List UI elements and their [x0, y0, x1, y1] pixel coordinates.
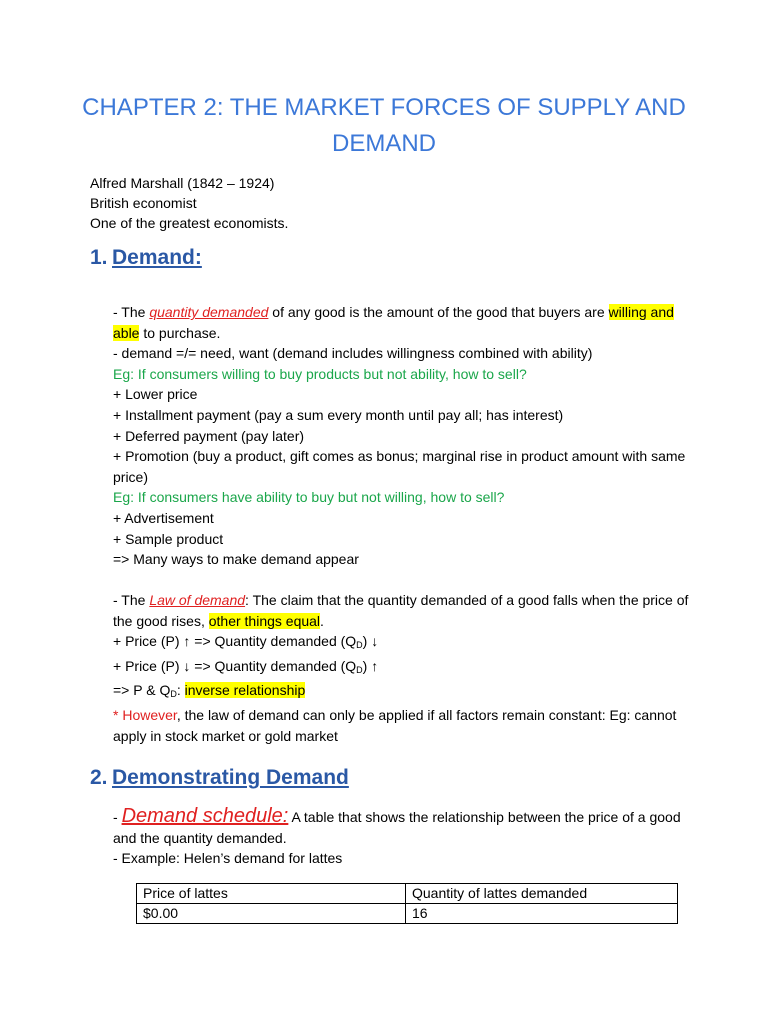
section-number: 2. — [90, 766, 108, 789]
text-run: + Price (P) ↓ => Quantity demanded (Q — [113, 657, 357, 674]
example-question: Eg: If consumers have ability to buy but not willing, how to sell? — [113, 489, 505, 506]
list-line: - demand =/= need, want (demand includes willingness combined with ability) — [113, 345, 593, 362]
term-quantity-demanded: quantity demanded — [149, 304, 269, 320]
list-line — [113, 680, 693, 705]
table-cell: $0.00 — [137, 904, 406, 924]
list-line: + Installment payment (pay a sum every month until pay all; has interest) — [113, 406, 564, 423]
text-run: ) ↓ — [362, 633, 379, 650]
demand-body — [113, 302, 693, 570]
section-heading-demand — [90, 245, 202, 271]
subscript: D — [170, 689, 177, 700]
text-run: => P & Q — [113, 682, 171, 699]
text-run: to purchase. — [139, 324, 221, 341]
demand-schedule-body — [113, 806, 693, 869]
intro-line: Alfred Marshall (1842 – 1924) — [90, 175, 275, 191]
text-run: : — [176, 682, 185, 699]
text-run: - — [113, 809, 122, 825]
intro-line: British economist — [90, 195, 197, 211]
highlight-other-things-equal: other things equal — [208, 612, 321, 629]
list-line: + Deferred payment (pay later) — [113, 427, 305, 444]
chapter-title: CHAPTER 2: THE MARKET FORCES OF SUPPLY AND DEMAND — [82, 94, 686, 157]
highlight-willing-able: willing and able — [113, 304, 674, 341]
term-law-of-demand: Law of demand — [149, 592, 246, 608]
subscript: D — [356, 664, 363, 675]
subscript: D — [356, 640, 363, 651]
list-line: + Advertisement — [113, 509, 214, 526]
section-title: Demonstrating Demand — [112, 766, 349, 789]
section-heading-demonstrating-demand — [90, 765, 349, 791]
text-run: . — [320, 612, 324, 629]
intro-block — [90, 173, 288, 233]
text-run: A table that shows the relationship between the price of a good and the quantity demanded. — [113, 809, 681, 846]
table-row — [137, 904, 678, 924]
schedule-paragraph — [113, 806, 693, 848]
however-label: * However — [113, 706, 177, 723]
list-line — [113, 656, 693, 681]
list-line: + Sample product — [113, 530, 224, 547]
list-line: => Many ways to make demand appear — [113, 551, 359, 568]
however-paragraph — [113, 705, 693, 746]
table-header-cell: Quantity of lattes demanded — [406, 884, 678, 904]
section-title: Demand: — [112, 246, 202, 269]
text-run: - The — [113, 304, 150, 320]
demand-schedule-table — [136, 883, 678, 924]
law-paragraph — [113, 590, 693, 631]
example-line: - Example: Helen’s demand for lattes — [113, 850, 343, 867]
example-question: Eg: If consumers willing to buy products but not ability, how to sell? — [113, 365, 527, 382]
list-line: + Lower price — [113, 386, 198, 403]
law-of-demand-body — [113, 590, 693, 746]
table-header-cell: Price of lattes — [137, 884, 406, 904]
text-run: , the law of demand can only be applied if all factors remain constant: Eg: cannot apply in stock market or gold market — [113, 706, 677, 744]
text-run: of any good is the amount of the good that buyers are — [268, 304, 609, 320]
highlight-inverse-relationship: inverse relationship — [184, 682, 306, 699]
list-line — [113, 631, 693, 656]
list-line: + Promotion (buy a product, gift comes as bonus; marginal rise in product amount with same price) — [113, 448, 686, 485]
section-number: 1. — [90, 246, 108, 269]
table-cell: 16 — [406, 904, 678, 924]
intro-line: One of the greatest economists. — [90, 215, 289, 231]
table-header-row — [137, 884, 678, 904]
term-demand-schedule: Demand schedule: — [121, 805, 289, 827]
text-run: - The — [113, 592, 150, 608]
definition-paragraph — [113, 302, 693, 343]
text-run: + Price (P) ↑ => Quantity demanded (Q — [113, 633, 357, 650]
text-run: ) ↑ — [362, 657, 379, 674]
text-run: : The claim that the quantity demanded of a good falls when the price of the good rises, — [113, 592, 689, 629]
